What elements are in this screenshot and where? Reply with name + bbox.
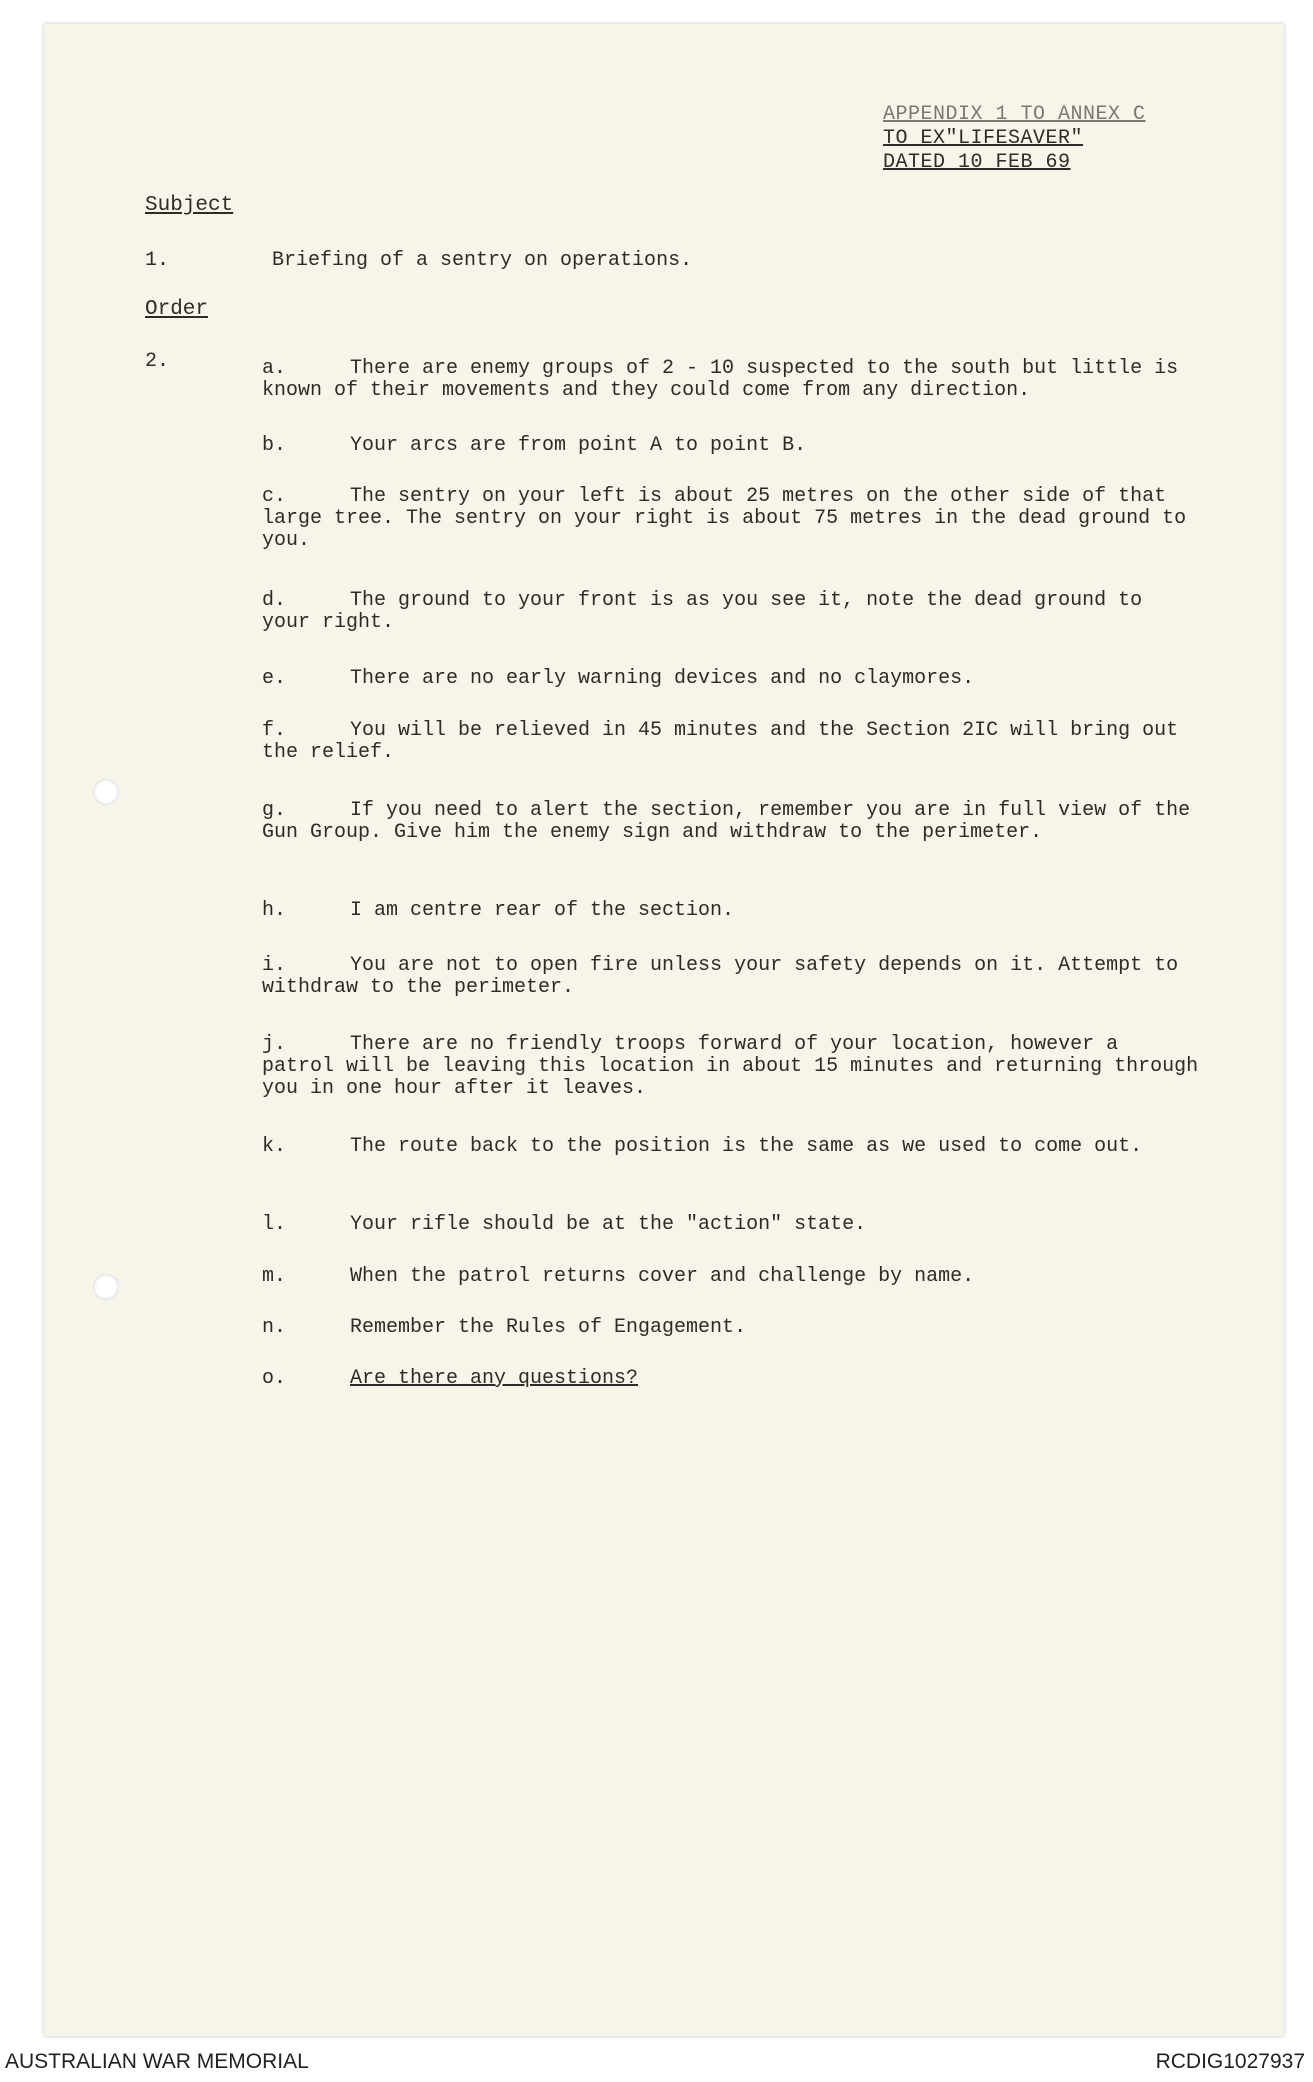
order-item-h: [262, 900, 1202, 922]
item-text: The ground to your front is as you see it, note the dead ground to your right.: [262, 589, 1143, 634]
item-letter: a.: [262, 357, 287, 380]
order-item-o: [262, 1368, 1202, 1390]
item-text: There are no friendly troops forward of your location, however a patrol will be leaving this location in about 15 minutes and returning through you in one hour after it leaves.: [262, 1033, 1199, 1100]
subject-heading: Subject: [145, 194, 234, 217]
item-letter: j.: [262, 1033, 287, 1056]
appendix-header: [883, 103, 1146, 175]
item-text: You will be relieved in 45 minutes and the Section 2IC will bring out the relief.: [262, 719, 1179, 764]
item-letter: g.: [262, 799, 287, 822]
order-item-k: [262, 1136, 1202, 1158]
item-text: You are not to open fire unless your safety depends on it. Attempt to withdraw to the perimeter.: [262, 954, 1179, 999]
order-item-b: [262, 435, 1202, 457]
header-line-1: APPENDIX 1 TO ANNEX C: [883, 103, 1146, 126]
item-letter: b.: [262, 434, 287, 457]
item-letter: l.: [262, 1213, 287, 1236]
order-item-l: [262, 1214, 1202, 1236]
order-item-j: [262, 1034, 1202, 1100]
item-text: The route back to the position is the same as we used to come out.: [350, 1135, 1143, 1158]
document-page: [44, 24, 1284, 2036]
item-text: When the patrol returns cover and challenge by name.: [350, 1265, 975, 1288]
item-text: Your arcs are from point A to point B.: [350, 434, 807, 457]
item-letter: i.: [262, 954, 287, 977]
header-line-2: TO EX"LIFESAVER": [883, 127, 1084, 150]
order-item-i: [262, 955, 1202, 999]
footer-archive-name: AUSTRALIAN WAR MEMORIAL: [5, 2050, 309, 2073]
order-item-c: [262, 486, 1202, 552]
order-item-a: [262, 358, 1202, 402]
order-item-m: [262, 1266, 1202, 1288]
order-item-n: [262, 1317, 1202, 1339]
item-letter: n.: [262, 1316, 287, 1339]
paragraph-number-1: 1.: [145, 249, 170, 272]
header-line-3: DATED 10 FEB 69: [883, 151, 1071, 174]
item-letter: d.: [262, 589, 287, 612]
order-item-g: [262, 800, 1202, 844]
order-heading: Order: [145, 298, 209, 321]
order-item-d: [262, 590, 1202, 634]
subject-text: Briefing of a sentry on operations.: [272, 249, 693, 272]
item-text: There are enemy groups of 2 - 10 suspected to the south but little is known of their movements and they could come from any direction.: [262, 357, 1179, 402]
item-letter: m.: [262, 1265, 287, 1288]
item-text: If you need to alert the section, remember you are in full view of the Gun Group. Give him the enemy sign and withdraw to the perimeter.: [262, 799, 1191, 844]
punch-hole: [93, 1274, 119, 1300]
item-text: The sentry on your left is about 25 metres on the other side of that large tree. The sentry on your right is about 75 metres in the dead ground to you.: [262, 485, 1187, 552]
order-item-e: [262, 668, 1202, 690]
item-text: There are no early warning devices and no claymores.: [350, 667, 975, 690]
item-letter: c.: [262, 485, 287, 508]
item-text: Are there any questions?: [350, 1367, 639, 1390]
punch-hole: [93, 779, 119, 805]
order-item-f: [262, 720, 1202, 764]
item-letter: o.: [262, 1367, 287, 1390]
item-letter: k.: [262, 1135, 287, 1158]
item-letter: e.: [262, 667, 287, 690]
item-text: Your rifle should be at the "action" state.: [350, 1213, 867, 1236]
footer-record-id: RCDIG1027937: [1155, 2050, 1305, 2073]
item-letter: h.: [262, 899, 287, 922]
paragraph-number-2: 2.: [145, 350, 170, 373]
item-text: I am centre rear of the section.: [350, 899, 735, 922]
item-text: Remember the Rules of Engagement.: [350, 1316, 747, 1339]
item-letter: f.: [262, 719, 287, 742]
